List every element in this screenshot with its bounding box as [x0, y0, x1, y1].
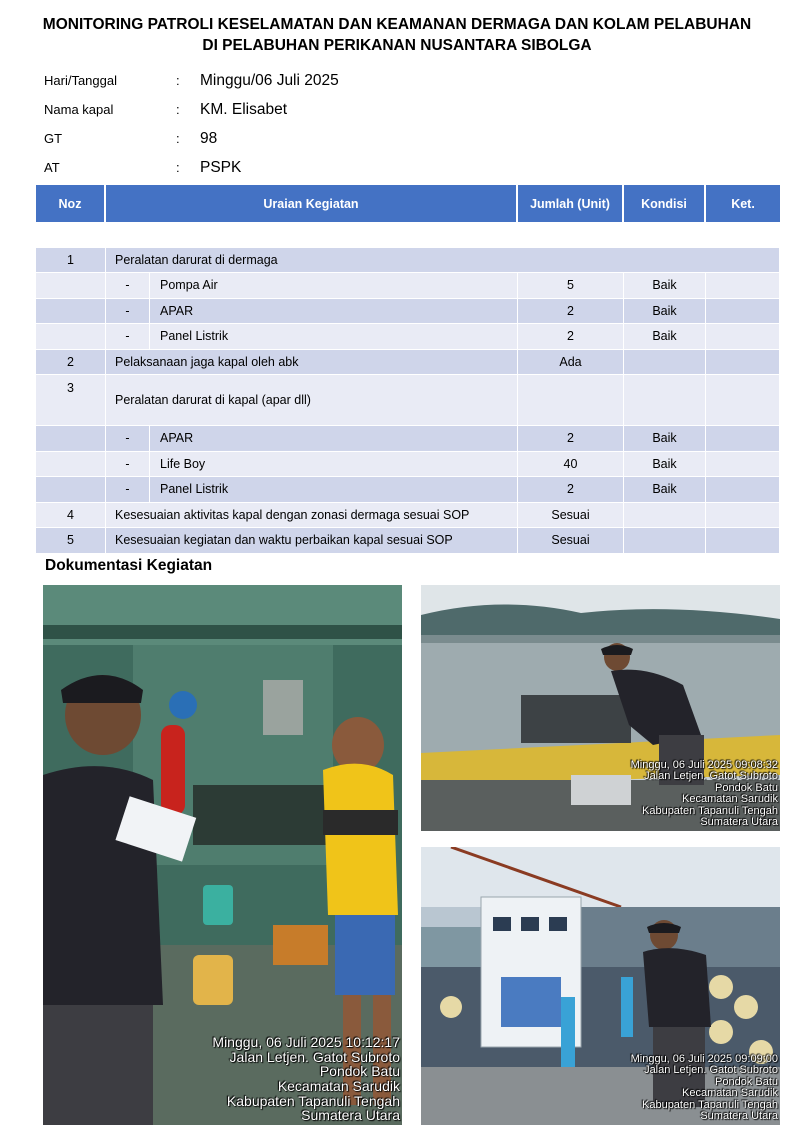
row-no: 1	[36, 248, 106, 274]
row-condition: Baik	[624, 426, 706, 452]
row-no: 3	[36, 375, 106, 426]
photo-timestamp-stamp	[631, 1054, 778, 1123]
row-no: 4	[36, 503, 106, 529]
vessel-info	[44, 66, 444, 182]
row-dash: -	[106, 477, 150, 502]
table-row	[36, 324, 780, 350]
row-item: APAR	[160, 303, 194, 318]
row-description: Peralatan darurat di dermaga	[106, 248, 780, 274]
photo-electrical-panel	[421, 847, 780, 1125]
header-description: Uraian Kegiatan	[106, 185, 518, 222]
stamp-line: Minggu, 06 Juli 2025 10:12:17	[212, 1033, 400, 1050]
row-item: Pompa Air	[160, 278, 218, 293]
stamp-line: Jalan Letjen. Gatot Subroto	[644, 770, 778, 783]
stamp-line: Minggu, 06 Juli 2025 09:09:00	[630, 1052, 778, 1065]
stamp-line: Kabupaten Tapanuli Tengah	[642, 804, 778, 817]
stamp-line: Pondok Batu	[319, 1063, 400, 1080]
meta-colon: :	[176, 102, 180, 117]
row-description: Kesesuaian kegiatan dan waktu perbaikan kapal sesuai SOP	[106, 528, 518, 554]
title-line-1: MONITORING PATROLI KESELAMATAN DAN KEAMANAN DERMAGA DAN KOLAM PELABUHAN	[42, 16, 752, 33]
stamp-line: Jalan Letjen. Gatot Subroto	[229, 1048, 400, 1065]
meta-row-ship-name	[44, 95, 444, 124]
meta-value: KM. Elisabet	[200, 100, 288, 118]
row-dash: -	[106, 324, 150, 349]
meta-label: AT	[44, 160, 60, 175]
row-quantity: 2	[518, 426, 624, 452]
table-row	[36, 248, 780, 274]
stamp-line: Sumatera Utara	[301, 1107, 400, 1124]
table-row	[36, 350, 780, 376]
meta-row-at	[44, 153, 444, 182]
document-title	[0, 14, 794, 56]
row-item: Panel Listrik	[160, 482, 229, 497]
row-item: Life Boy	[160, 456, 206, 471]
meta-label: Hari/Tanggal	[44, 73, 117, 88]
row-dash: -	[106, 299, 150, 324]
photo-timestamp-stamp	[212, 1035, 400, 1123]
table-row	[36, 273, 780, 299]
table-row	[36, 452, 780, 478]
row-dash: -	[106, 452, 150, 477]
row-quantity: Ada	[518, 350, 624, 376]
row-condition: Baik	[624, 452, 706, 478]
meta-row-gt	[44, 124, 444, 153]
stamp-line: Sumatera Utara	[700, 1110, 778, 1123]
header-condition: Kondisi	[624, 185, 706, 222]
row-condition: Baik	[624, 324, 706, 350]
stamp-line: Kabupaten Tapanuli Tengah	[642, 1098, 778, 1111]
meta-colon: :	[176, 73, 180, 88]
meta-value: 98	[200, 129, 218, 147]
meta-value: Minggu/06 Juli 2025	[200, 71, 339, 89]
table-header-row	[36, 185, 780, 222]
row-description: Peralatan darurat di kapal (apar dll)	[106, 375, 518, 426]
row-condition: Baik	[624, 477, 706, 503]
row-description: Kesesuaian aktivitas kapal dengan zonasi dermaga sesuai SOP	[106, 503, 518, 529]
row-condition: Baik	[624, 273, 706, 299]
table-row	[36, 426, 780, 452]
stamp-line: Pondok Batu	[715, 781, 778, 794]
meta-label: GT	[44, 131, 63, 146]
header-notes: Ket.	[706, 185, 780, 222]
row-no: 2	[36, 350, 106, 376]
photo-cabin-inspection	[43, 585, 402, 1125]
stamp-line: Pondok Batu	[715, 1075, 778, 1088]
row-no: 5	[36, 528, 106, 554]
table-row	[36, 503, 780, 529]
meta-colon: :	[176, 160, 180, 175]
header-quantity: Jumlah (Unit)	[518, 185, 624, 222]
photo-timestamp-stamp	[631, 760, 778, 829]
documentation-title: Dokumentasi Kegiatan	[45, 557, 213, 574]
row-quantity: 5	[518, 273, 624, 299]
row-quantity: Sesuai	[518, 503, 624, 529]
stamp-line: Kecamatan Sarudik	[682, 793, 778, 806]
row-quantity: 2	[518, 477, 624, 503]
photo-pier-inspection	[421, 585, 780, 831]
meta-row-date	[44, 66, 444, 95]
stamp-line: Kabupaten Tapanuli Tengah	[226, 1092, 400, 1109]
patrol-table	[36, 185, 780, 554]
table-row	[36, 528, 780, 554]
title-line-2: DI PELABUHAN PERIKANAN NUSANTARA SIBOLGA	[202, 37, 592, 54]
row-quantity: 2	[518, 324, 624, 350]
row-quantity: 2	[518, 299, 624, 325]
row-quantity: 40	[518, 452, 624, 478]
row-item: Panel Listrik	[160, 329, 229, 344]
row-item: APAR	[160, 431, 194, 446]
stamp-line: Minggu, 06 Juli 2025 09:08:32	[630, 758, 778, 771]
table-row	[36, 375, 780, 426]
row-condition: Baik	[624, 299, 706, 325]
stamp-line: Kecamatan Sarudik	[682, 1087, 778, 1100]
stamp-line: Jalan Letjen. Gatot Subroto	[644, 1064, 778, 1077]
stamp-line: Sumatera Utara	[700, 816, 778, 829]
row-dash: -	[106, 426, 150, 451]
row-dash: -	[106, 273, 150, 298]
table-row	[36, 477, 780, 503]
meta-value: PSPK	[200, 158, 242, 176]
stamp-line: Kecamatan Sarudik	[277, 1077, 400, 1094]
meta-colon: :	[176, 131, 180, 146]
table-row	[36, 299, 780, 325]
row-quantity: Sesuai	[518, 528, 624, 554]
header-no: Noz	[36, 185, 106, 222]
row-description: Pelaksanaan jaga kapal oleh abk	[106, 350, 518, 376]
meta-label: Nama kapal	[44, 102, 114, 117]
